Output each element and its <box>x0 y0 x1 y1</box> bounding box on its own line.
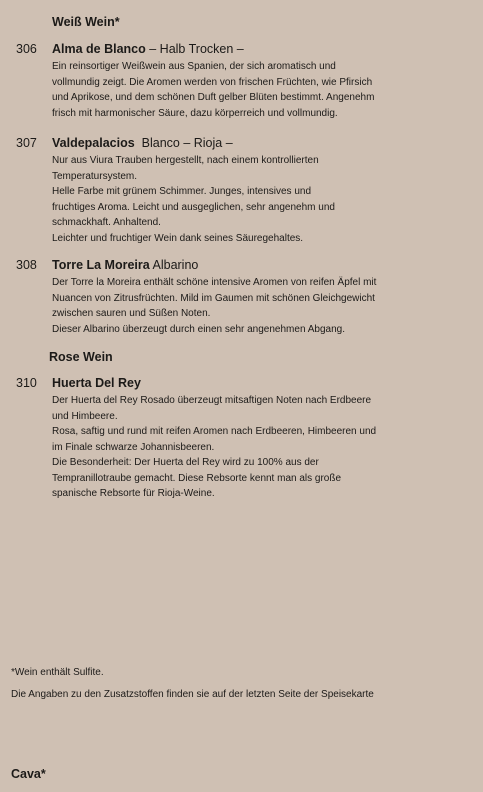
wine-description <box>52 153 472 246</box>
wine-number: 308 <box>16 258 37 272</box>
description-line: spanische Rebsorte für Rioja-Weine. <box>52 488 215 499</box>
description-line: schmackhaft. Anhaltend. <box>52 217 161 228</box>
section-title-cava: Cava* <box>11 767 46 781</box>
description-line: Rosa, saftig und rund mit reifen Aromen nach Erdbeeren, Himbeeren und <box>52 426 377 437</box>
description-line: frisch mit harmonischer Säure, dazu körperreich und vollmundig. <box>52 107 338 119</box>
description-line: und Aprikose, und dem schönen Duft gelber Blüten bestimmt. Angenehm <box>52 92 375 103</box>
wine-heading <box>52 258 198 272</box>
wine-number: 307 <box>16 136 37 150</box>
description-line: Temperatursystem. <box>52 170 138 182</box>
wine-description <box>52 59 472 121</box>
wine-heading <box>52 42 244 56</box>
wine-subtitle: – Halb Trocken – <box>145 42 244 56</box>
description-line: Die Besonderheit: Der Huerta del Rey wird zu 100% aus der <box>52 457 319 468</box>
description-line: Nuancen von Zitrusfrüchten. Mild im Gaumen mit schönen Gleichgewicht <box>52 292 375 304</box>
wine-name: Torre La Moreira <box>52 258 150 272</box>
wine-subtitle: Albarino <box>149 258 199 272</box>
description-line: Helle Farbe mit grünem Schimmer. Junges, intensives und <box>52 186 312 197</box>
wine-description <box>52 275 472 337</box>
wine-number: 306 <box>16 42 37 56</box>
description-line: und Himbeere. <box>52 410 118 422</box>
wine-subtitle: Blanco – Rioja – <box>134 136 233 150</box>
wine-description <box>52 393 472 502</box>
description-line: Leichter und fruchtiger Wein dank seines Säuregehaltes. <box>52 232 304 244</box>
description-line: fruchtiges Aroma. Leicht und ausgeglichen, sehr angenehm und <box>52 201 335 213</box>
description-line: zwischen sauren und Süßen Noten. <box>52 308 211 319</box>
description-line: Der Huerta del Rey Rosado überzeugt mitsaftigen Noten nach Erdbeere <box>52 395 372 406</box>
description-line: Der Torre la Moreira enthält schöne intensive Aromen von reifen Äpfel mit <box>52 277 377 288</box>
wine-name: Alma de Blanco <box>52 42 146 56</box>
wine-number: 310 <box>16 376 37 390</box>
section-title-rose-wine: Rose Wein <box>49 350 113 364</box>
description-line: Ein reinsortiger Weißwein aus Spanien, der sich aromatisch und <box>52 61 336 72</box>
additives-footnote: Die Angaben zu den Zusatzstoffen finden sie auf der letzten Seite der Speisekarte <box>11 689 374 700</box>
section-title-white-wine: Weiß Wein* <box>52 15 120 29</box>
wine-heading <box>52 136 233 150</box>
sulfite-footnote: *Wein enthält Sulfite. <box>11 667 104 678</box>
description-line: Tempranillotraube gemacht. Diese Rebsorte kennt man als große <box>52 472 342 484</box>
description-line: Nur aus Viura Trauben hergestellt, nach einem kontrollierten <box>52 155 319 166</box>
description-line: im Finale schwarze Johannisbeeren. <box>52 441 215 453</box>
description-line: Dieser Albarino überzeugt durch einen sehr angenehmen Abgang. <box>52 323 345 335</box>
wine-heading <box>52 376 141 390</box>
wine-name: Huerta Del Rey <box>52 376 141 390</box>
wine-name: Valdepalacios <box>52 136 135 150</box>
description-line: vollmundig zeigt. Die Aromen werden von frischen Früchten, wie Pfirsich <box>52 76 373 88</box>
